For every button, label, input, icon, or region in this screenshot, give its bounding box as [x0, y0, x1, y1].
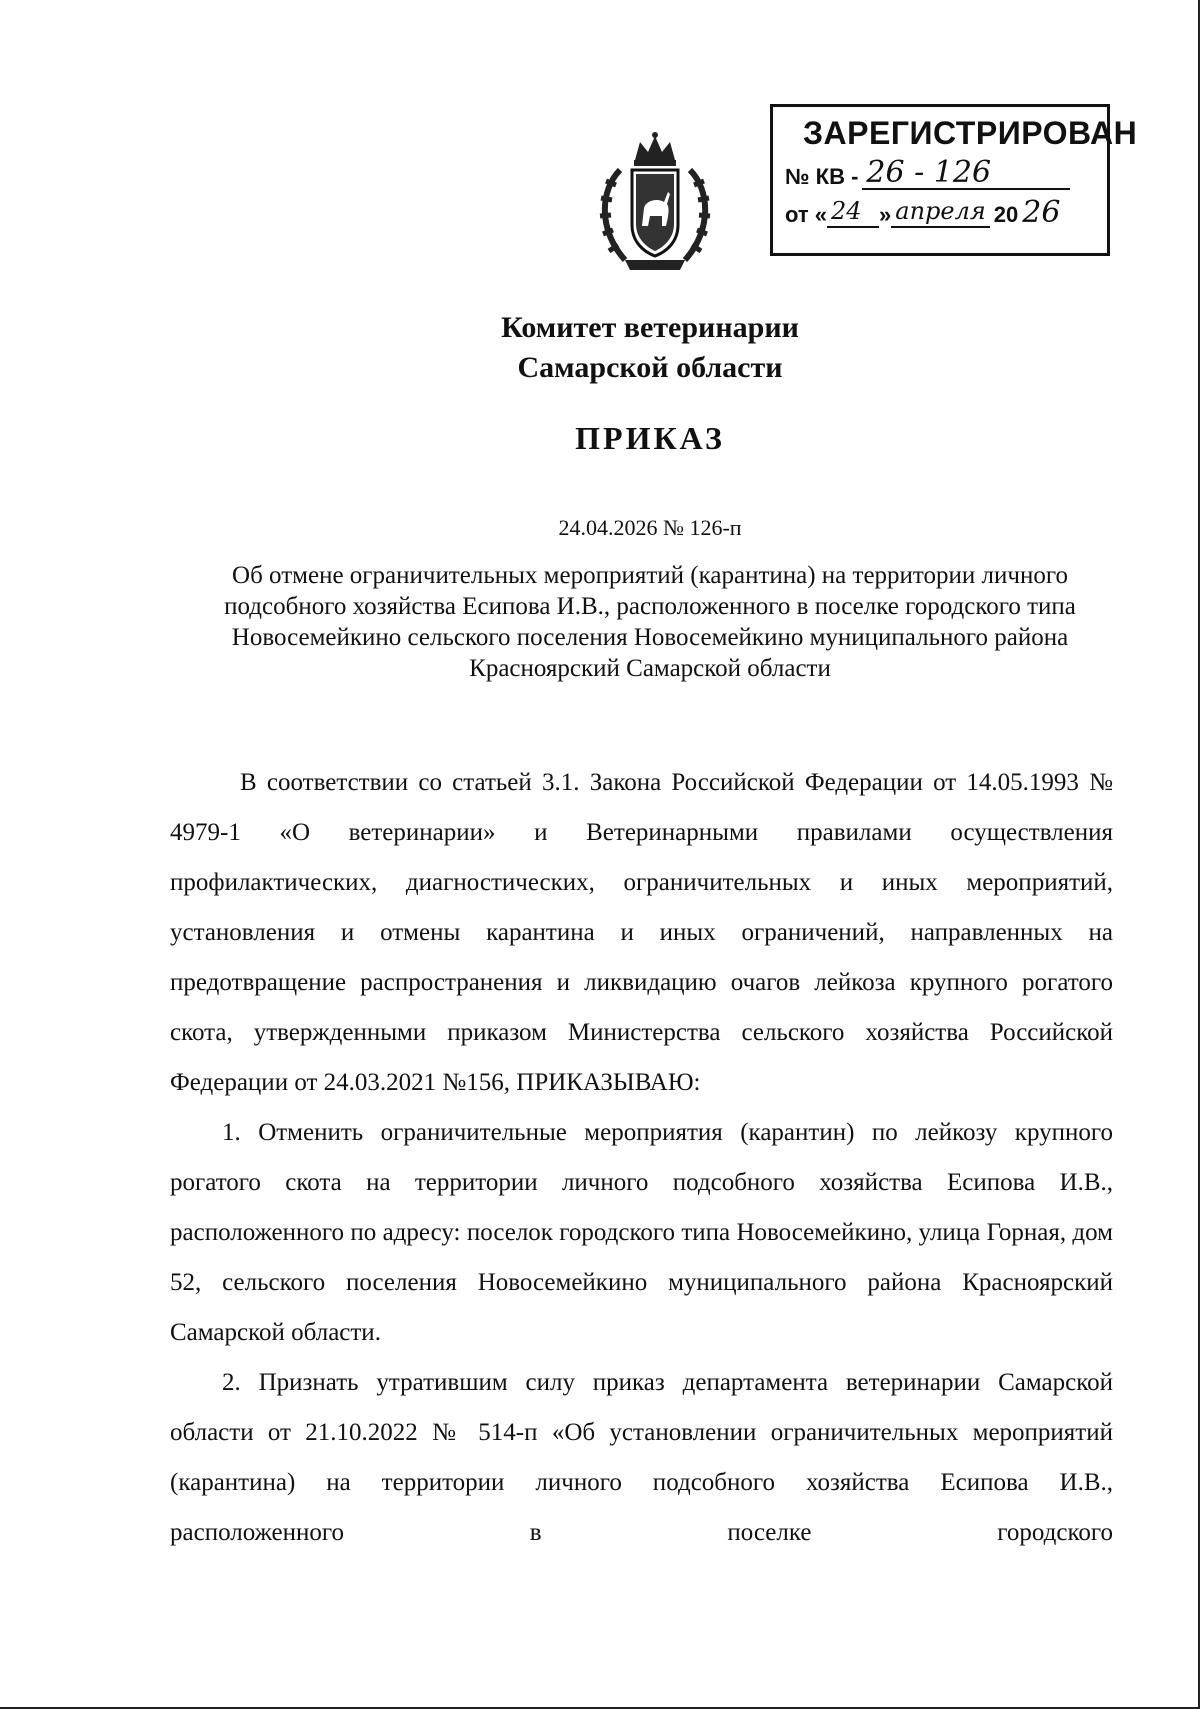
document-body — [170, 758, 1113, 1558]
stamp-number-row — [785, 155, 1095, 190]
organization-header — [0, 308, 1200, 388]
document-subject: Об отмене ограничительных мероприятий (карантина) на территории личного подсобного хозяйства Есипова И.В., расположенного в поселке городского типа Новосемейкино сельского поселения Новосемейкино муниципального района Красноярский Самарской области — [224, 562, 1076, 682]
document-type: ПРИКАЗ — [575, 420, 725, 456]
order-item-2: 2. Признать утратившим силу приказ департамента ветеринарии Самарской области от 21.10.2022 № 514-п «Об установлении ограничительных мероприятий (карантина) на территории личного подсобного хозяйства Есипова И.В., расположенного в поселке городского — [170, 1369, 1113, 1546]
stamp-date-month: апреля — [891, 196, 990, 228]
stamp-number-prefix: № КВ - — [785, 164, 859, 189]
stamp-date-prefix: от « — [785, 202, 828, 227]
stamp-number-value: 26 - 126 — [862, 158, 1070, 190]
stamp-date-year: 26 — [1022, 195, 1061, 230]
stamp-date-day: 24 — [827, 196, 879, 228]
document-date-number: 24.04.2026 № 126-п — [558, 515, 742, 540]
org-name-line1: Комитет ветеринарии — [501, 311, 799, 344]
stamp-date-mid: » — [879, 202, 892, 227]
coat-of-arms-icon — [580, 130, 730, 280]
order-item-1: 1. Отменить ограничительные мероприятия (карантин) по лейкозу крупного рогатого скота на территории личного подсобного хозяйства Есипова И.В., расположенного по адресу: поселок городского типа Новосемейкино, улица Горная, дом 52, сельского поселения Новосемейкино муниципального района Красноярский Самарской области. — [170, 1119, 1113, 1346]
org-name-line2: Самарской области — [517, 351, 783, 384]
stamp-date-row — [785, 196, 1095, 228]
preamble-paragraph: В соответствии со статьей 3.1. Закона Российской Федерации от 14.05.1993 № 4979-1 «О ветеринарии» и Ветеринарными правилами осуществления профилактических, диагностических, ограничительных и иных мероприятий, установления и отмены карантина и иных ограничений, направленных на предотвращение распространения и ликвидацию очагов лейкоза крупного рогатого скота, утвержденными приказом Министерства сельского хозяйства Российской Федерации от 24.03.2021 №156, ПРИКАЗЫВАЮ: — [170, 769, 1113, 1096]
stamp-title: ЗАРЕГИСТРИРОВАН — [803, 115, 1138, 151]
stamp-date-year-prefix: 20 — [993, 202, 1019, 227]
registration-stamp — [770, 104, 1138, 256]
